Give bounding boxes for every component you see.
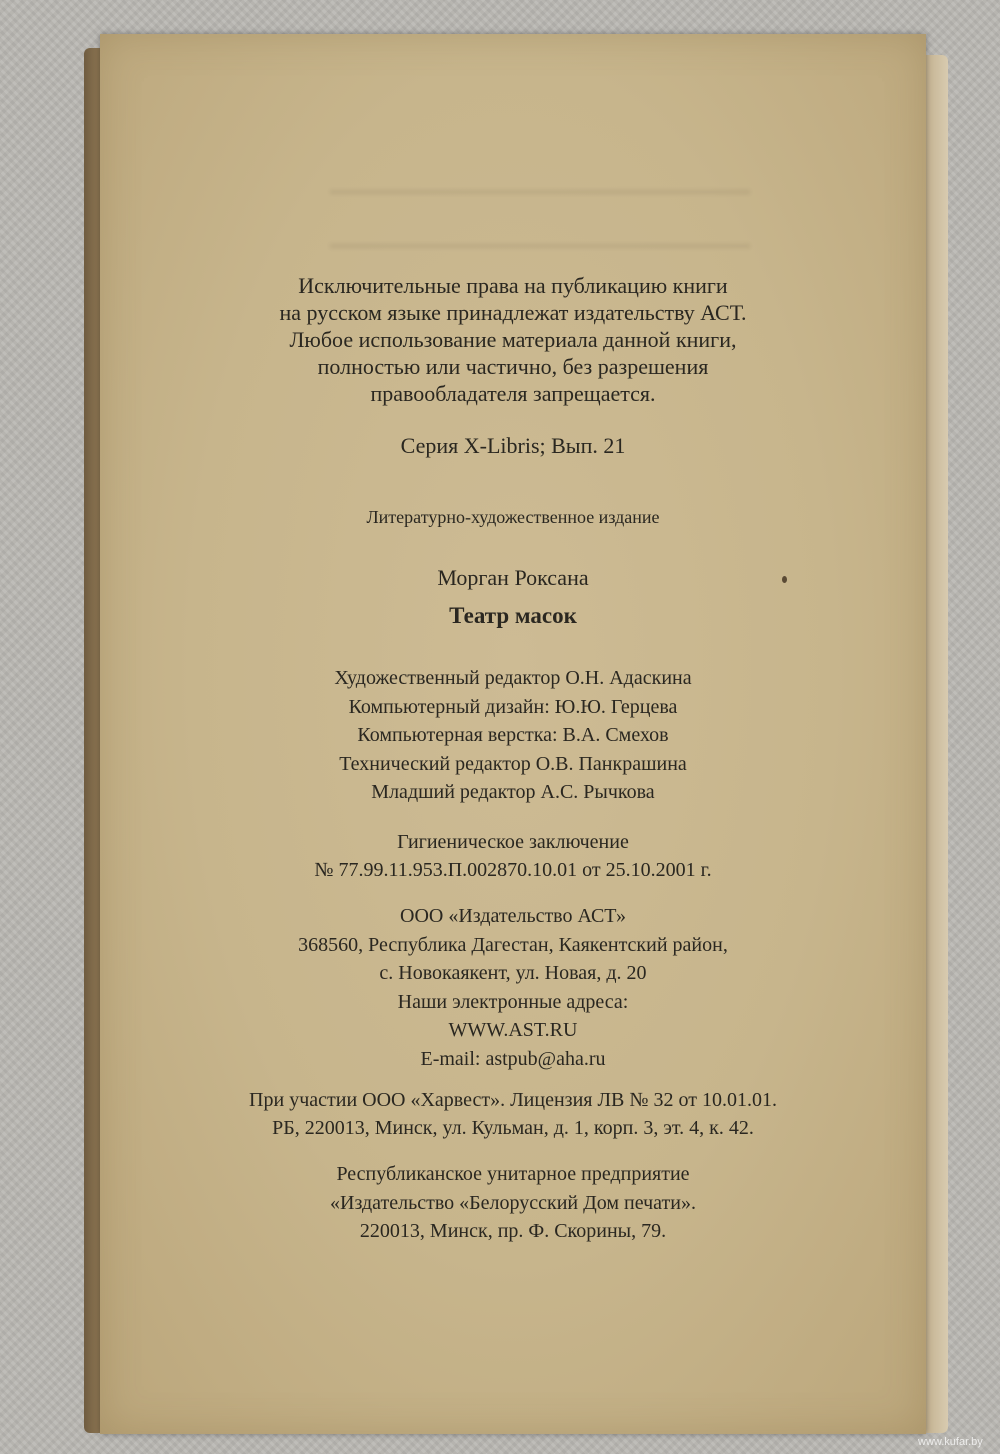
copyright-notice [100, 272, 926, 407]
editorial-credits [100, 664, 926, 807]
show-through-text [330, 154, 750, 274]
series-info: Серия X-Libris; Вып. 21 [400, 433, 626, 458]
printer-line: 220013, Минск, пр. Ф. Скорины, 79. [359, 1220, 667, 1242]
book-imprint-page [100, 34, 926, 1434]
publisher-website: WWW.AST.RU [448, 1019, 578, 1041]
credit-line: Младший редактор А.С. Рычкова [371, 781, 655, 803]
hygiene-certificate [100, 828, 926, 884]
printer-info [100, 1160, 926, 1246]
book-title: Театр масок [449, 603, 577, 628]
copyright-line: Исключительные права на публикацию книги [298, 273, 728, 298]
copyright-line: на русском языке принадлежат издательству АСТ. [279, 300, 747, 325]
publisher-info [100, 902, 926, 1073]
partner-info [100, 1086, 926, 1142]
credit-line: Компьютерная верстка: В.А. Смехов [357, 724, 669, 746]
ink-speck [782, 576, 787, 583]
site-watermark: www.kufar.by [918, 1436, 983, 1448]
printer-line: Республиканское унитарное предприятие [336, 1163, 690, 1185]
publisher-line: Наши электронные адреса: [397, 990, 629, 1013]
hygiene-line: Гигиеническое заключение [397, 831, 629, 853]
printer-line: «Издательство «Белорусский Дом печати». [330, 1191, 696, 1214]
publisher-line: с. Новокаякент, ул. Новая, д. 20 [379, 962, 647, 984]
copyright-line: Любое использование материала данной книги, [289, 327, 737, 352]
credit-line: Компьютерный дизайн: Ю.Ю. Герцева [348, 695, 678, 718]
publisher-line: ООО «Издательство АСТ» [400, 905, 626, 927]
partner-line: РБ, 220013, Минск, ул. Кульман, д. 1, корп. 3, эт. 4, к. 42. [272, 1117, 754, 1139]
publisher-line: 368560, Республика Дагестан, Каякентский район, [298, 933, 728, 956]
credit-line: Художественный редактор О.Н. Адаскина [334, 667, 692, 689]
author-name: Морган Роксана [437, 565, 589, 590]
hygiene-line: № 77.99.11.953.П.002870.10.01 от 25.10.2001 г. [314, 859, 712, 881]
publisher-email: E-mail: astpub@aha.ru [420, 1047, 606, 1070]
edition-type: Литературно-художественное издание [366, 507, 660, 527]
credit-line: Технический редактор О.В. Панкрашина [339, 752, 687, 775]
partner-line: При участии ООО «Харвест». Лицензия ЛВ № 32 от 10.01.01. [249, 1089, 777, 1111]
copyright-line: полностью или частично, без разрешения [317, 354, 709, 379]
copyright-line: правообладателя запрещается. [370, 381, 656, 406]
